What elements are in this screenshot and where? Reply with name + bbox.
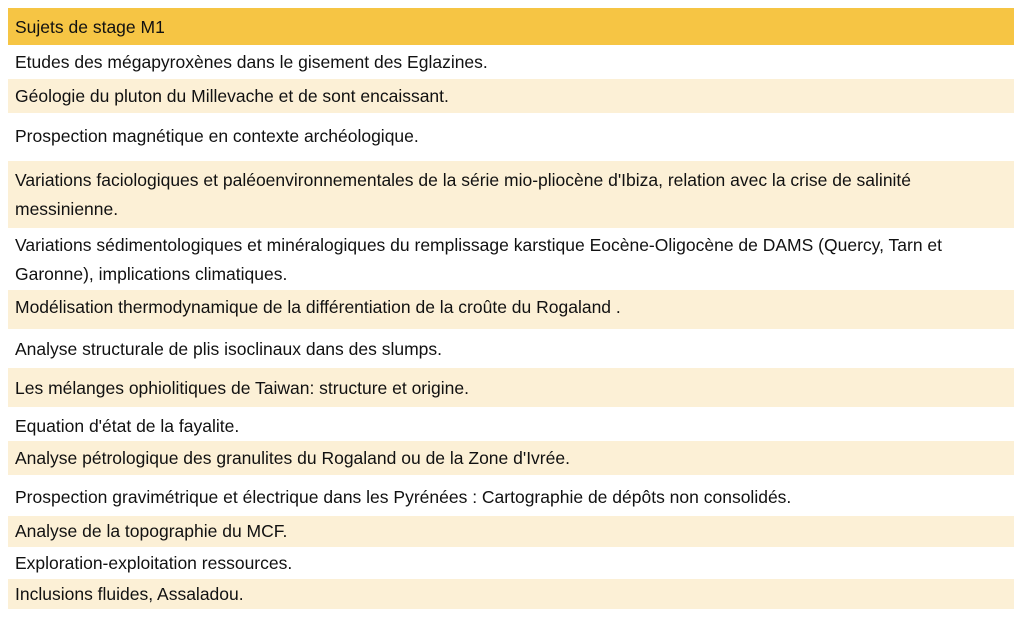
row-text: Analyse structurale de plis isoclinaux dans des slumps. bbox=[15, 339, 443, 359]
row-text: Prospection gravimétrique et électrique dans les Pyrénées : Cartographie de dépôts non consolidés. bbox=[15, 487, 792, 507]
subjects-table bbox=[8, 8, 1014, 610]
row-text: Etudes des mégapyroxènes dans le gisement des Eglazines. bbox=[15, 52, 488, 72]
table-row bbox=[8, 579, 1014, 610]
table-row bbox=[8, 229, 1014, 290]
table-row bbox=[8, 114, 1014, 161]
row-text: Equation d'état de la fayalite. bbox=[15, 416, 240, 436]
table-row bbox=[8, 476, 1014, 516]
table-row bbox=[8, 408, 1014, 441]
table-row bbox=[8, 290, 1014, 330]
table-header-label: Sujets de stage M1 bbox=[15, 17, 165, 37]
row-text: Exploration-exploitation ressources. bbox=[15, 553, 293, 573]
row-text: Géologie du pluton du Millevache et de sont encaissant. bbox=[15, 86, 449, 106]
table-row bbox=[8, 368, 1014, 408]
row-text: Variations faciologiques et paléoenvironnementales de la série mio-pliocène d'Ibiza, relation avec la crise de salinité messinienne. bbox=[15, 170, 912, 219]
row-text: Modélisation thermodynamique de la différentiation de la croûte du Rogaland . bbox=[15, 297, 621, 317]
table-row bbox=[8, 330, 1014, 368]
table-row bbox=[8, 161, 1014, 229]
table-row bbox=[8, 441, 1014, 476]
row-text: Analyse de la topographie du MCF. bbox=[15, 521, 288, 541]
table-header bbox=[8, 8, 1014, 46]
table-row bbox=[8, 79, 1014, 114]
row-text: Prospection magnétique en contexte archéologique. bbox=[15, 126, 419, 146]
table-row bbox=[8, 548, 1014, 579]
table-row bbox=[8, 46, 1014, 79]
row-text: Variations sédimentologiques et minéralogiques du remplissage karstique Eocène-Oligocène de DAMS (Quercy, Tarn et Garonne), implications climatiques. bbox=[15, 235, 943, 284]
row-text: Analyse pétrologique des granulites du Rogaland ou de la Zone d'Ivrée. bbox=[15, 448, 570, 468]
row-text: Les mélanges ophiolitiques de Taiwan: structure et origine. bbox=[15, 378, 469, 398]
table-row bbox=[8, 516, 1014, 548]
row-text: Inclusions fluides, Assaladou. bbox=[15, 584, 244, 604]
